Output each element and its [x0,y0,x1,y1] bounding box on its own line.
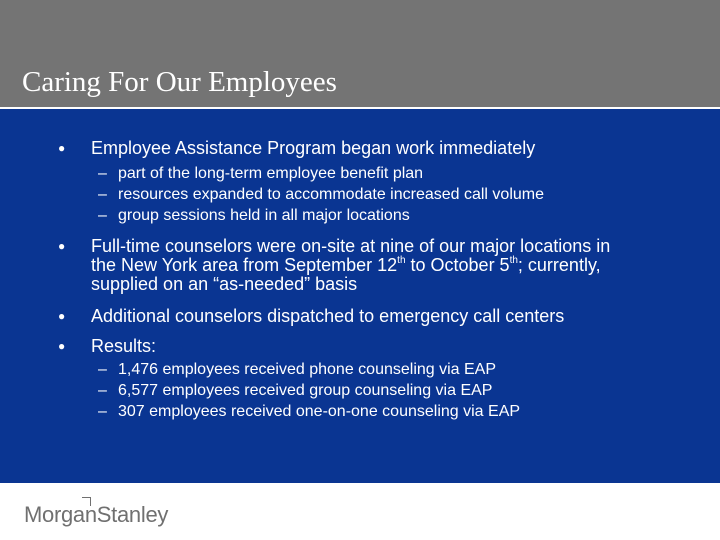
bullet-text-line [91,255,691,275]
bullet-text-segment: ; currently, [517,255,601,275]
sub-item-text: resources expanded to accommodate increased call volume [118,186,545,203]
bullet-dot-icon: ● [58,141,66,155]
dash-icon: – [98,361,107,378]
bullet-text-line: Full-time counselors were on-site at nine of our major locations in [91,236,611,256]
bullet-text-segment: to October 5 [405,255,510,275]
dash-icon: – [98,186,107,203]
sub-item-text: part of the long-term employee benefit plan [118,165,424,182]
bullet-dot-icon: ● [58,339,66,353]
bullet-dot-icon: ● [58,239,66,253]
superscript: th [509,255,518,266]
sub-item-text: 1,476 employees received phone counseling via EAP [118,361,497,378]
company-logo [24,502,168,528]
dash-icon: – [98,165,107,182]
dash-icon: – [98,403,107,420]
bullet-dot-icon: ● [58,309,66,323]
bullet-text: Results: [91,336,157,356]
logo-text-part: Morgan [24,502,97,527]
logo-text-part: Stanley [96,502,169,527]
sub-item-text: group sessions held in all major locations [118,207,410,224]
bullet-text: Employee Assistance Program began work immediately [91,138,536,158]
slide-title: Caring For Our Employees [22,66,337,98]
bullet-text-line: supplied on an “as-needed” basis [91,274,358,294]
dash-icon: – [98,382,107,399]
superscript: th [397,255,406,266]
bullet-text-segment: the New York area from September 12 [91,255,398,275]
sub-item-text: 6,577 employees received group counseling via EAP [118,382,493,399]
sub-item-text: 307 employees received one-on-one counseling via EAP [118,403,521,420]
dash-icon: – [98,207,107,224]
bullet-text: Additional counselors dispatched to emergency call centers [91,306,565,326]
